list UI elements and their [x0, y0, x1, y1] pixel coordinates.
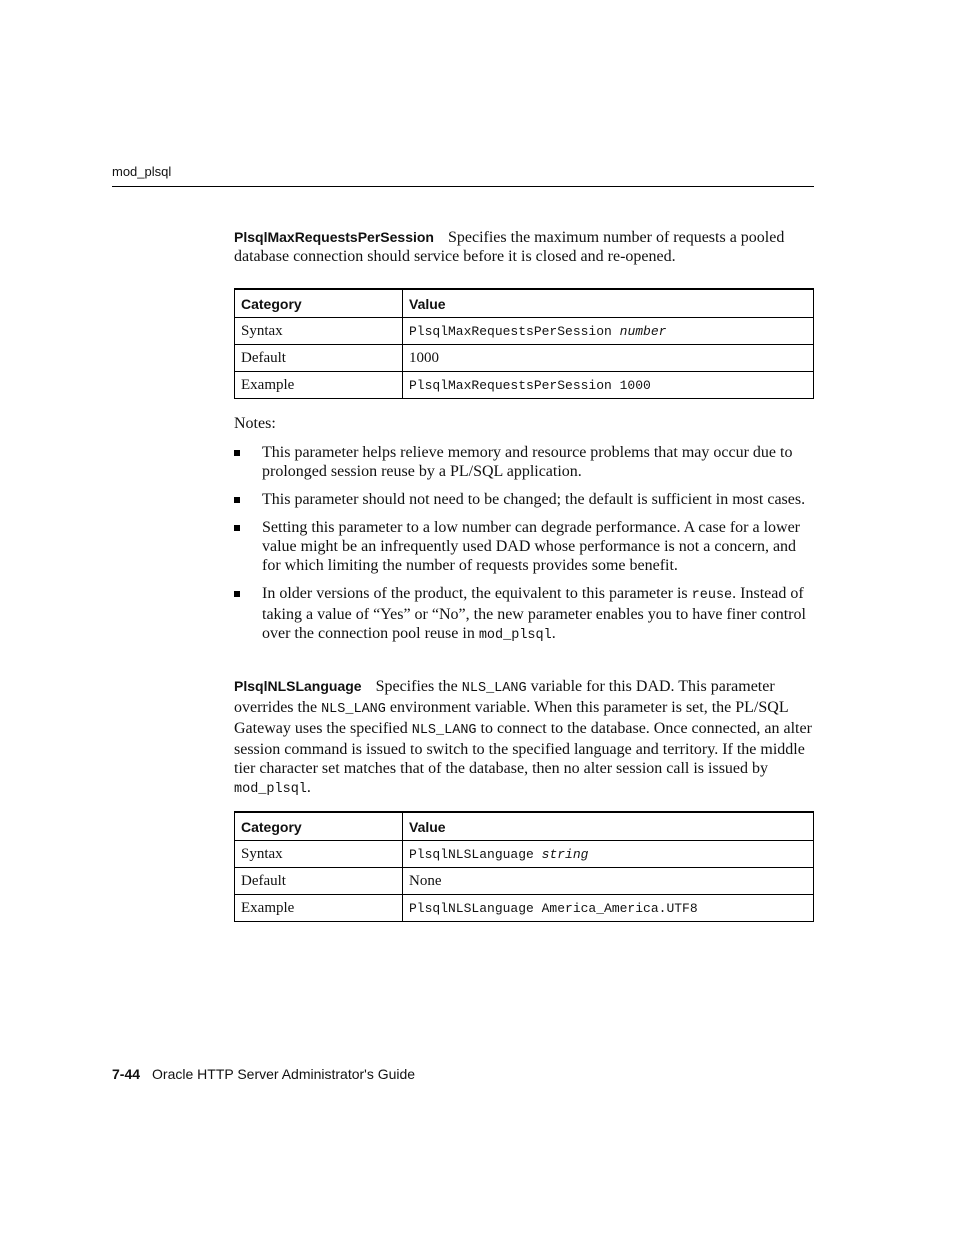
note-text: This parameter should not need to be changed; the default is sufficient in most cases.: [262, 491, 806, 508]
inline-code: mod_plsql: [234, 782, 307, 797]
list-item: [234, 518, 806, 575]
note-text: Setting this parameter to a low number can degrade performance. A case for a lower value might be an infrequently used DAD whose performance is not a concern, and for which limiting the number of requests provides some benefit.: [262, 519, 801, 574]
list-item: [234, 490, 806, 509]
description-text: Specifies the maximum number of requests a pooled database connection should service before it is closed and re-opened.: [234, 229, 785, 265]
value-cell: PlsqlNLSLanguage America_America.UTF8: [403, 895, 814, 922]
header-value: Value: [403, 289, 814, 318]
list-item: [234, 584, 806, 645]
note-text: .: [551, 625, 556, 642]
inline-code: reuse: [691, 588, 733, 603]
value-cell: 1000: [403, 345, 814, 372]
category-cell: Default: [235, 345, 403, 372]
parameter-term: PlsqlMaxRequestsPerSession: [234, 229, 434, 245]
table-row: [235, 868, 814, 895]
square-bullet-icon: [234, 525, 240, 531]
table-header-row: [235, 289, 814, 318]
nls-language-description: [234, 677, 814, 799]
table-row: [235, 372, 814, 399]
category-cell: Example: [235, 895, 403, 922]
running-header: mod_plsql: [112, 164, 172, 179]
header-category: Category: [235, 289, 403, 318]
category-cell: Default: [235, 868, 403, 895]
book-title: Oracle HTTP Server Administrator's Guide: [152, 1066, 416, 1082]
description-text: environment variable. When this parameter is set, the PL/SQL Gateway uses the specified: [234, 699, 789, 737]
header-divider: [112, 186, 814, 187]
value-cell: [403, 318, 814, 345]
value-cell: PlsqlMaxRequestsPerSession 1000: [403, 372, 814, 399]
notes-label: Notes:: [234, 415, 276, 432]
square-bullet-icon: [234, 591, 240, 597]
syntax-keyword: PlsqlMaxRequestsPerSession: [409, 323, 612, 339]
table-row: [235, 345, 814, 372]
parameter-term: PlsqlNLSLanguage: [234, 678, 362, 694]
page-number: 7-44: [112, 1066, 141, 1082]
list-item: [234, 443, 806, 481]
category-cell: Example: [235, 372, 403, 399]
category-cell: Syntax: [235, 318, 403, 345]
syntax-argument: number: [619, 323, 667, 339]
max-requests-description: [234, 228, 814, 266]
syntax-argument: string: [541, 846, 589, 862]
syntax-keyword: PlsqlNLSLanguage: [409, 846, 534, 862]
nls-language-table: [234, 811, 814, 922]
section-nls-language: [234, 677, 814, 799]
inline-code: NLS_LANG: [461, 681, 527, 696]
header-value: Value: [403, 812, 814, 841]
inline-code: mod_plsql: [478, 628, 552, 643]
category-cell: Syntax: [235, 841, 403, 868]
max-requests-table: [234, 288, 814, 399]
table-row: [235, 318, 814, 345]
section-max-requests: [234, 228, 814, 266]
table-row: [235, 841, 814, 868]
notes-list: [234, 443, 806, 654]
square-bullet-icon: [234, 450, 240, 456]
description-text: Specifies the: [375, 678, 462, 695]
inline-code: NLS_LANG: [411, 723, 477, 738]
description-text: to connect to the database. Once connected, an alter session command is issued to switch to the specified language and territory. If the middle tier character set matches that of the database, then no alter session call is issued by: [234, 720, 812, 777]
value-cell: None: [403, 868, 814, 895]
description-text: .: [306, 779, 311, 796]
table-header-row: [235, 812, 814, 841]
table-row: [235, 895, 814, 922]
value-cell: [403, 841, 814, 868]
inline-code: NLS_LANG: [321, 702, 386, 717]
page-footer: [112, 1066, 415, 1082]
note-text: . Instead of taking a value of “Yes” or “No”, the new parameter enables you to have finer control over the connection pool reuse in: [262, 585, 806, 642]
description-text: variable for this DAD. This parameter overrides the: [234, 678, 775, 716]
square-bullet-icon: [234, 497, 240, 503]
note-text: In older versions of the product, the equivalent to this parameter is: [262, 585, 692, 602]
header-category: Category: [235, 812, 403, 841]
note-text: This parameter helps relieve memory and resource problems that may occur due to prolonged session reuse by a PL/SQL application.: [262, 444, 793, 480]
